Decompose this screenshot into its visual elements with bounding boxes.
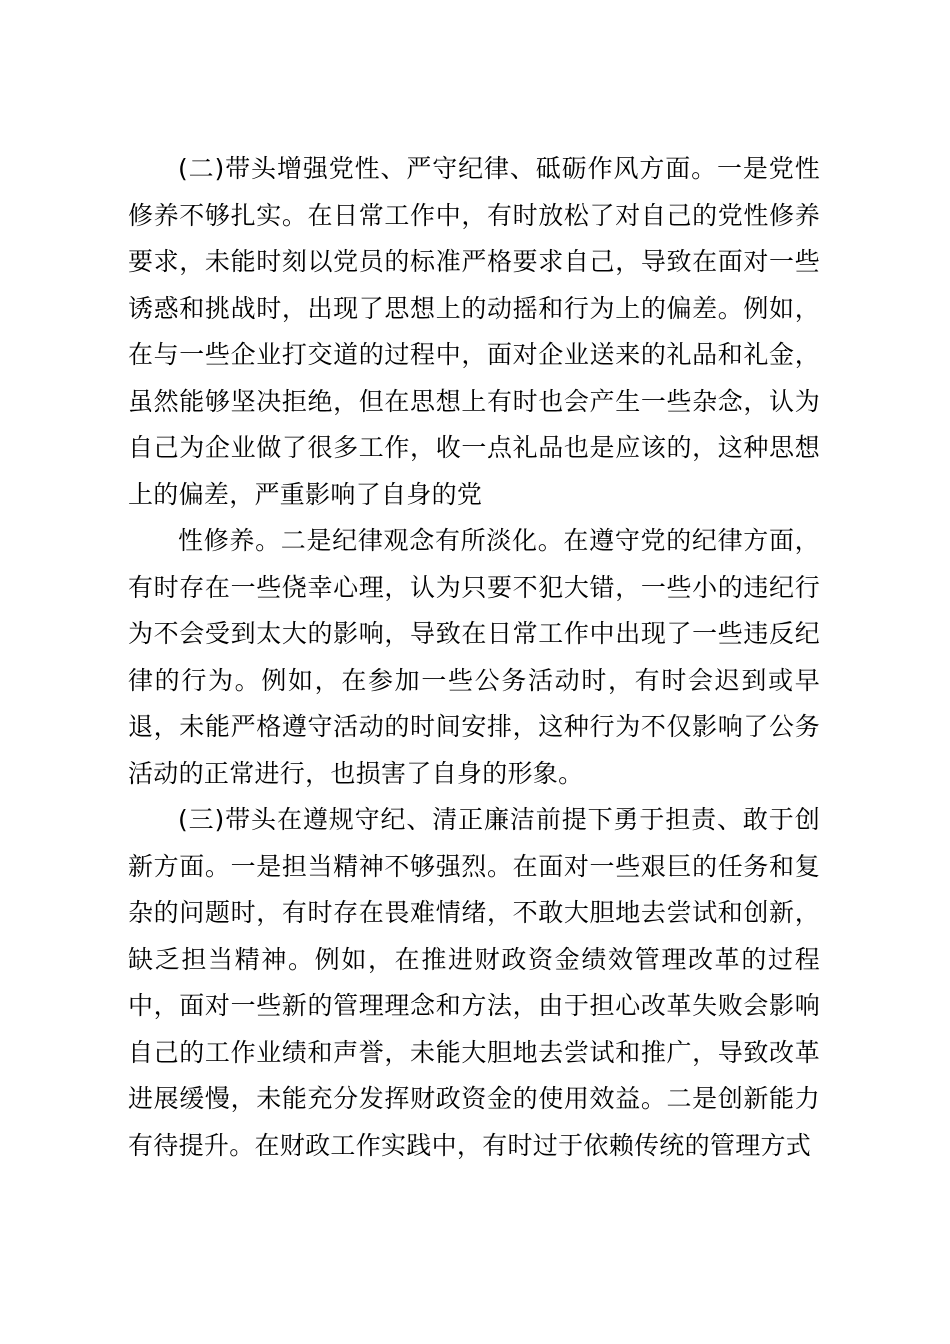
paragraph-discipline: 性修养。二是纪律观念有所淡化。在遵守党的纪律方面，有时存在一些侥幸心理，认为只要不犯大错，一些小的违纪行为不会受到太大的影响，导致在日常工作中出现了一些违反纪律的行为。例如，在参加一些公务活动时，有时会迟到或早退，未能严格遵守活动的时间安排，这种行为不仅影响了公务活动的正常进行，也损害了自身的形象。 — [128, 526, 820, 788]
body-text — [128, 146, 820, 1169]
paragraph-party-spirit: (二)带头增强党性、严守纪律、砥砺作风方面。一是党性修养不够扎实。在日常工作中，有时放松了对自己的党性修养要求，未能时刻以党员的标准严格要求自己，导致在面对一些诱惑和挑战时，出现了思想上的动摇和行为上的偏差。例如，在与一些企业打交道的过程中，面对企业送来的礼品和礼金，虽然能够坚决拒绝，但在思想上有时也会产生一些杂念，认为自己为企业做了很多工作，收一点礼品也是应该的，这种思想上的偏差，严重影响了自身的党 — [128, 154, 820, 509]
paragraph-innovation: (三)带头在遵规守纪、清正廉洁前提下勇于担责、敢于创新方面。一是担当精神不够强烈。在面对一些艰巨的任务和复杂的问题时，有时存在畏难情绪，不敢大胆地去尝试和创新，缺乏担当精神。例如，在推进财政资金绩效管理改革的过程中，面对一些新的管理理念和方法，由于担心改革失败会影响自己的工作业绩和声誉，未能大胆地去尝试和推广，导致改革进展缓慢，未能充分发挥财政资金的使用效益。二是创新能力有待提升。在财政工作实践中，有时过于依赖传统的管理方式 — [128, 805, 820, 1160]
